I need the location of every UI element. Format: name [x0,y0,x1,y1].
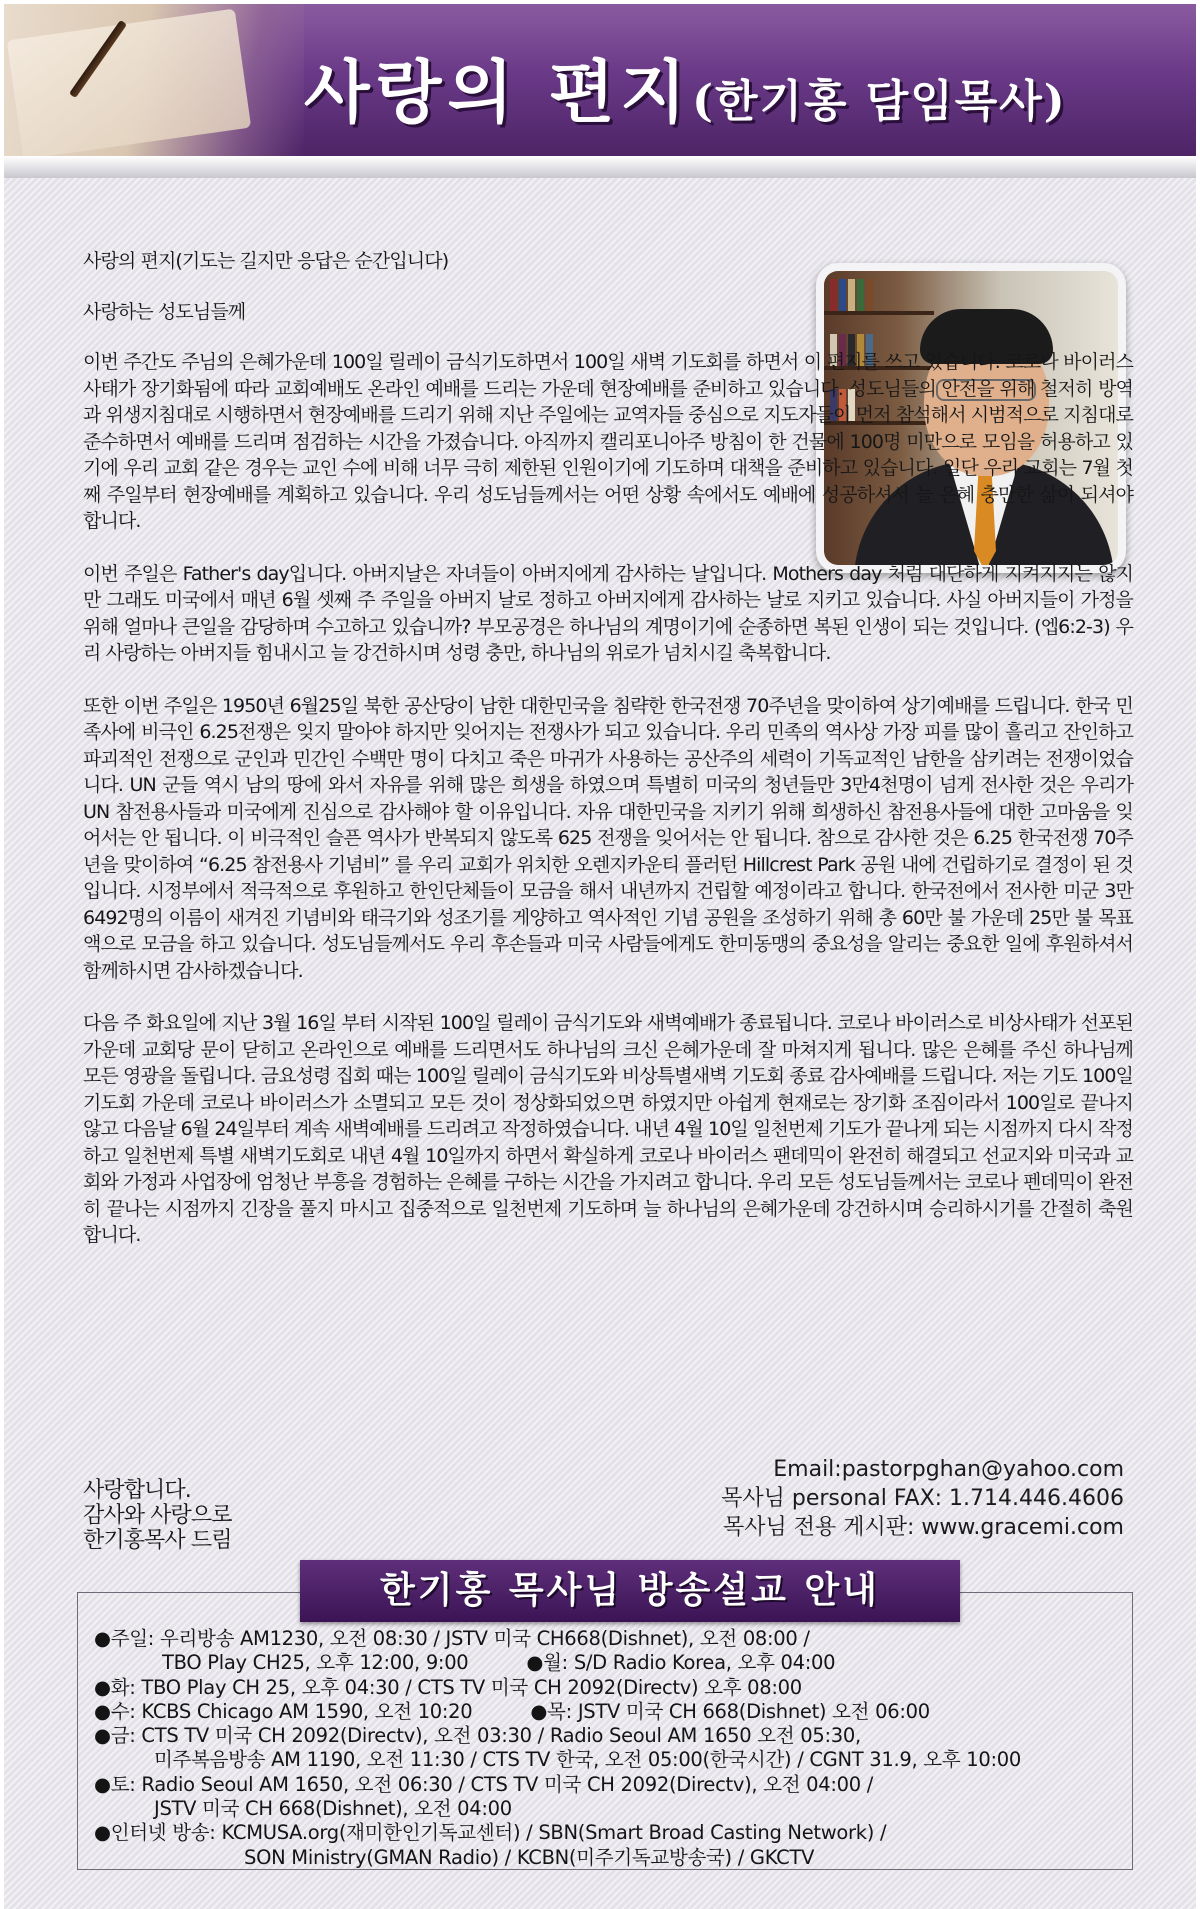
contact-email: Email:pastorpghan@yahoo.com [773,1457,1124,1482]
letter-paragraph: 또한 이번 주일은 1950년 6월25일 북한 공산당이 남한 대한민국을 침략한 한국전쟁 70주년을 맞이하여 상기예배를 드립니다. 한국 민족사에 비극인 6.25전쟁은 잊지 말아야 하지만 잊어지는 전쟁사가 되고 있습니다. 우리 민족의 역사상 가장 피를 많이 흘리고 잔인하고 파괴적인 전쟁으로 군인과 민간인 수백만 명이 다치고 죽은 마귀가 사용하는 공산주의 세력이 기독교적인 남한을 삼키려는 전쟁이었습니다. UN 군들 역시 남의 땅에 와서 자유를 위해 많은 희생을 하였으며 특별히 미국의 청년들만 3만4천명이 넘게 전사한 것은 우리가 UN 참전용사들과 미국에게 진심으로 감사해야 할 이유입니다. 자유 대한민국을 지키기 위해 희생하신 참전용사들에 대한 고마움을 잊어서는 안 됩니다. 이 비극적인 슬픈 역사가 반복되지 않도록 625 전쟁을 잊어서는 안 됩니다. 참으로 감사한 것은 6.25 한국전쟁 70주년을 맞이하여 “6.25 참전용사 기념비” 를 우리 교회가 위치한 오렌지카운티 플러턴 Hillcrest Park 공원 내에 건립하기로 결정이 된 것입니다. 시정부에서 적극적으로 후원하고 한인단체들이 모금을 해서 내년까지 건립할 예정이라고 합니다. 한국전에서 전사한 미군 3만 6492명의 이름이 새겨진 기념비와 태극기와 성조기를 게양하고 역사적인 기념 공원을 조성하기 위해 총 60만 불 가운데 25만 불 목표액으로 모금을 하고 있습니다. 성도님들께서도 우리 후손들과 미국 사람들에게도 한미동맹의 중요성을 알리는 중요한 일에 후원하셔서 함께하시면 감사하겠습니다. [83,694,1133,982]
schedule-tuesday: ●화: TBO Play CH 25, 오후 04:30 / CTS TV 미국 CH 2092(Directv) 오후 08:00 [94,1675,802,1699]
signoff-line: 사랑합니다. [83,1478,191,1503]
letter-paragraph: 이번 주일은 Father's day입니다. 아버지날은 자녀들이 아버지에게 감사하는 날입니다. Mothers day 처럼 대단하게 지켜지지는 않지만 그래도 미국에서 매년 6월 셋째 주 주일을 아버지 날로 정하고 아버지에게 감사하는 날로 지키고 있습니다. 사실 아버지들이 가정을 위해 얼마나 큰일을 감당하며 수고하고 있습니까? 부모공경은 하나님의 계명이기에 순종하면 복된 인생이 되는 것입니다. (엡6:2-3) 우리 사랑하는 아버지들 힘내시고 늘 강건하시며 성령 충만, 하나님의 위로가 넘치시길 축복합니다. [83,562,1133,664]
header-divider [4,156,1196,178]
schedule-line [94,1700,1134,1724]
letter-signoff [83,1478,232,1553]
letter-paragraph: 이번 주간도 주님의 은혜가운데 100일 릴레이 금식기도하면서 100일 새벽 기도회를 하면서 이 편지를 쓰고 있습니다. 코로나 바이러스 사태가 장기화됨에 따라 교회예배도 온라인 예배를 드리는 가운데 현장예배를 준비하고 있습니다. 성도님들의 안전을 위해 철저히 방역과 위생지침대로 시행하면서 현장예배를 드리기 위해 지난 주일에는 교역자들 중심으로 지도자들이 먼저 참석해서 시범적으로 지침대로 준수하면서 예배를 드리며 점검하는 시간을 가졌습니다. 아직까지 캘리포니아주 방침이 한 건물에 100명 미만으로 모임을 허용하고 있기에 우리 교회 같은 경우는 교인 수에 비해 너무 극히 제한된 인원이기에 기도하며 대책을 준비하고 있습니다. 일단 우리 교회는 7월 첫째 주일부터 현장예배를 계획하고 있습니다. 우리 성도님들께서는 어떤 상황 속에서도 예배에 성공하셔서 늘 은혜 충만한 삶이 되셔야 합니다. [83,351,1133,532]
letter-body [83,248,1133,1275]
contact-info [604,1455,1124,1542]
schedule-internet: ●인터넷 방송: KCMUSA.org(재미한인기독교센터) / SBN(Smart Broad Casting Network) / [94,1821,887,1845]
schedule-wednesday: ●수: KCBS Chicago AM 1590, 오전 10:20 [94,1699,473,1723]
contact-board: 목사님 전용 게시판: www.gracemi.com [722,1515,1124,1540]
schedule-thursday: ●목: JSTV 미국 CH 668(Dishnet) 오전 06:00 [530,1699,930,1723]
header-banner [4,4,1196,156]
broadcast-schedule-list [94,1627,1134,1870]
schedule-internet-cont: SON Ministry(GMAN Radio) / KCBN(미주기독교방송국) / GKCTV [244,1845,815,1869]
signoff-signature: 한기홍목사 드림 [83,1528,232,1553]
schedule-sunday-cont: TBO Play CH25, 오후 12:00, 9:00 [162,1651,469,1675]
page-title [304,39,1184,136]
schedule-sunday: ●주일: 우리방송 AM1230, 오전 08:30 / JSTV 미국 CH668(Dishnet), 오전 08:00 / [94,1627,810,1650]
letter-paragraph: 다음 주 화요일에 지난 3월 16일 부터 시작된 100일 릴레이 금식기도와 새벽예배가 종료됩니다. 코로나 바이러스로 비상사태가 선포된 가운데 교회당 문이 닫히고 온라인으로 예배를 드리면서도 하나님의 크신 은혜가운데 잘 마쳐지게 됩니다. 많은 은혜를 주신 하나님께 모든 영광을 돌립니다. 금요성령 집회 때는 100일 릴레이 금식기도와 비상특별새벽 기도회 종료 감사예배를 드립니다. 저는 기도 100일 기도회 가운데 코로나 바이러스가 소멸되고 모든 것이 정상화되었으면 하였지만 아쉽게 현재로는 장기화 조짐이라서 100일로 끝나지 않고 다음날 6월 24일부터 계속 새벽예배를 드리려고 작정하였습니다. 내년 4월 10일 일천번제 기도가 끝나게 되는 시점까지 다시 작정하고 일천번제 특별 새벽기도회로 내년 4월 10일까지 하면서 확실하게 코로나 바이러스 팬데믹이 완전히 해결되고 선교지와 미국과 교회와 가정과 사업장에 엄청난 부흥을 경험하는 은혜를 구하는 시간을 가지려고 합니다. 우리 모든 성도님들께서는 코로나 펜데믹이 완전히 끝나는 시점까지 긴장을 풀지 마시고 집중적으로 일천번제 기도하며 늘 하나님의 은혜가운데 강건하시며 승리하시기를 간절히 축원합니다. [83,1012,1133,1246]
letter-title: 사랑의 편지(기도는 길지만 응답은 순간입니다) [83,250,449,272]
letter-paper-graphic [7,9,251,156]
pen-and-letter-photo [4,4,304,156]
title-subtitle: (한기홍 담임목사) [692,76,1067,127]
broadcast-title: 한기홍 목사님 방송설교 안내 [300,1560,960,1622]
schedule-saturday: ●토: Radio Seoul AM 1650, 오전 06:30 / CTS TV 미국 CH 2092(Directv), 오전 04:00 / [94,1772,874,1796]
letter-greeting: 사랑하는 성도님들께 [83,300,246,323]
schedule-friday: ●금: CTS TV 미국 CH 2092(Directv), 오전 03:30 / Radio Seoul AM 1650 오전 05:30, [94,1724,861,1748]
schedule-saturday-cont: JSTV 미국 CH 668(Dishnet), 오전 04:00 [154,1797,512,1821]
schedule-monday: ●월: S/D Radio Korea, 오후 04:00 [526,1651,836,1675]
signoff-line: 감사와 사랑으로 [83,1503,232,1528]
schedule-friday-cont: 미주복음방송 AM 1190, 오전 11:30 / CTS TV 한국, 오전 05:00(한국시간) / CGNT 31.9, 오후 10:00 [154,1748,1021,1772]
title-main: 사랑의 편지 [304,53,693,133]
contact-fax: 목사님 personal FAX: 1.714.446.4606 [721,1486,1124,1511]
schedule-line [94,1651,1134,1675]
